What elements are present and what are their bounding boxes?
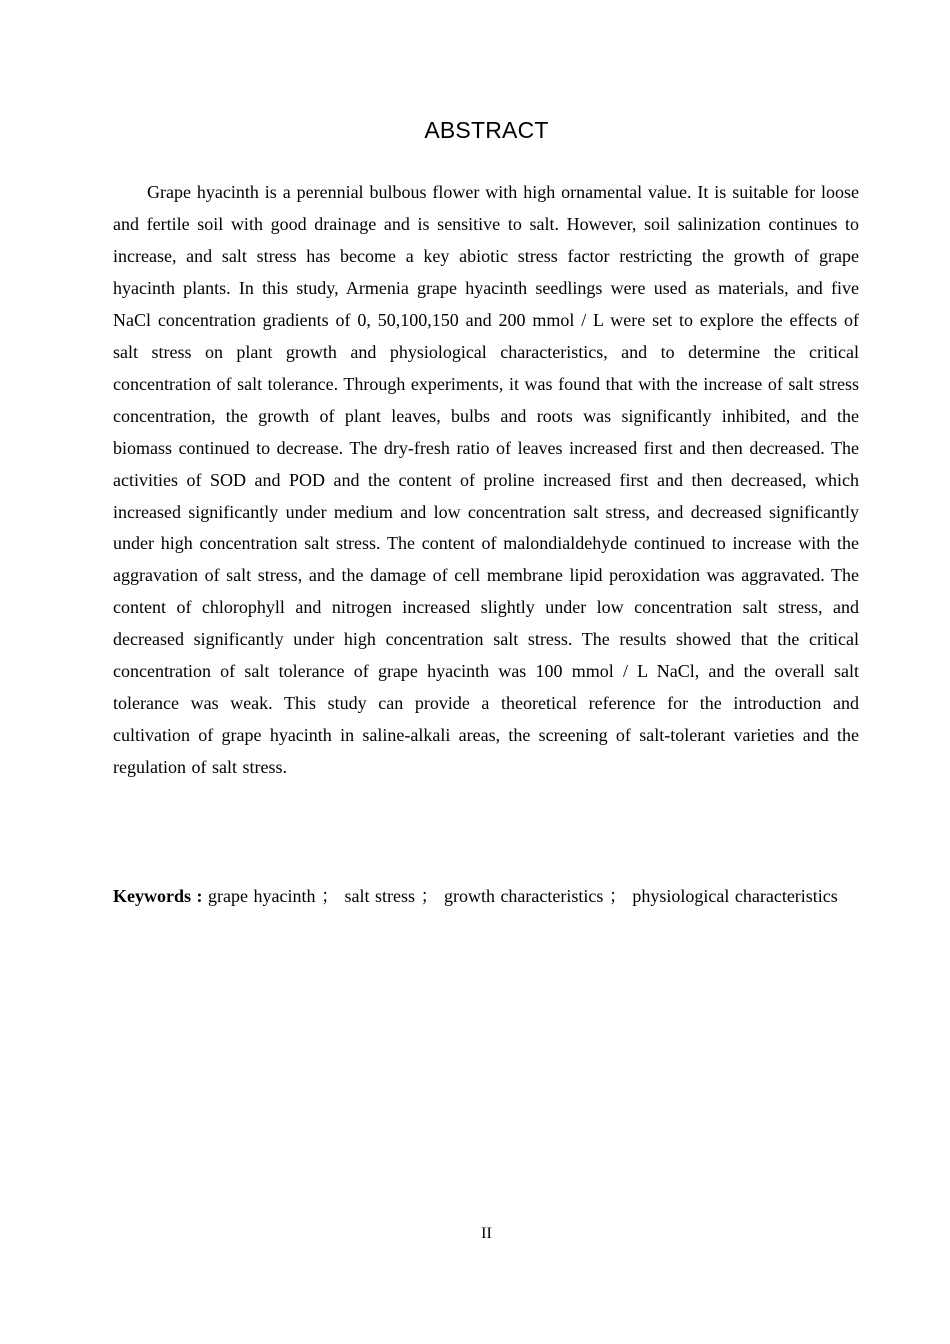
keywords-line <box>113 881 859 912</box>
keywords-list: grape hyacinth ； salt stress ； growth characteristics ； physiological characteristics <box>202 886 838 906</box>
keywords-label: Keywords : <box>113 886 203 906</box>
page-number: II <box>481 1225 492 1242</box>
abstract-heading: ABSTRACT <box>424 117 549 143</box>
abstract-paragraph: Grape hyacinth is a perennial bulbous flower with high ornamental value. It is suitable for loose and fertile soil with good drainage and is sensitive to salt. However, soil salinization continues to increase, and salt stress has become a key abiotic stress factor restricting the growth of grape hyacinth plants. In this study, Armenia grape hyacinth seedlings were used as materials, and five NaCl concentration gradients of 0, 50,100,150 and 200 mmol / L were set to explore the effects of salt stress on plant growth and physiological characteristics, and to determine the critical concentration of salt tolerance. Through experiments, it was found that with the increase of salt stress concentration, the growth of plant leaves, bulbs and roots was significantly inhibited, and the biomass continued to decrease. The dry-fresh ratio of leaves increased first and then decreased. The activities of SOD and POD and the content of proline increased first and then decreased, which increased significantly under medium and low concentration salt stress, and decreased significantly under high concentration salt stress. The content of malondialdehyde continued to increase with the aggravation of salt stress, and the damage of cell membrane lipid peroxidation was aggravated. The content of chlorophyll and nitrogen increased slightly under low concentration salt stress, and decreased significantly under high concentration salt stress. The results showed that the critical concentration of salt tolerance of grape hyacinth was 100 mmol / L NaCl, and the overall salt tolerance was weak. This study can provide a theoretical reference for the introduction and cultivation of grape hyacinth in saline-alkali areas, the screening of salt-tolerant varieties and the regulation of salt stress. <box>113 182 859 778</box>
